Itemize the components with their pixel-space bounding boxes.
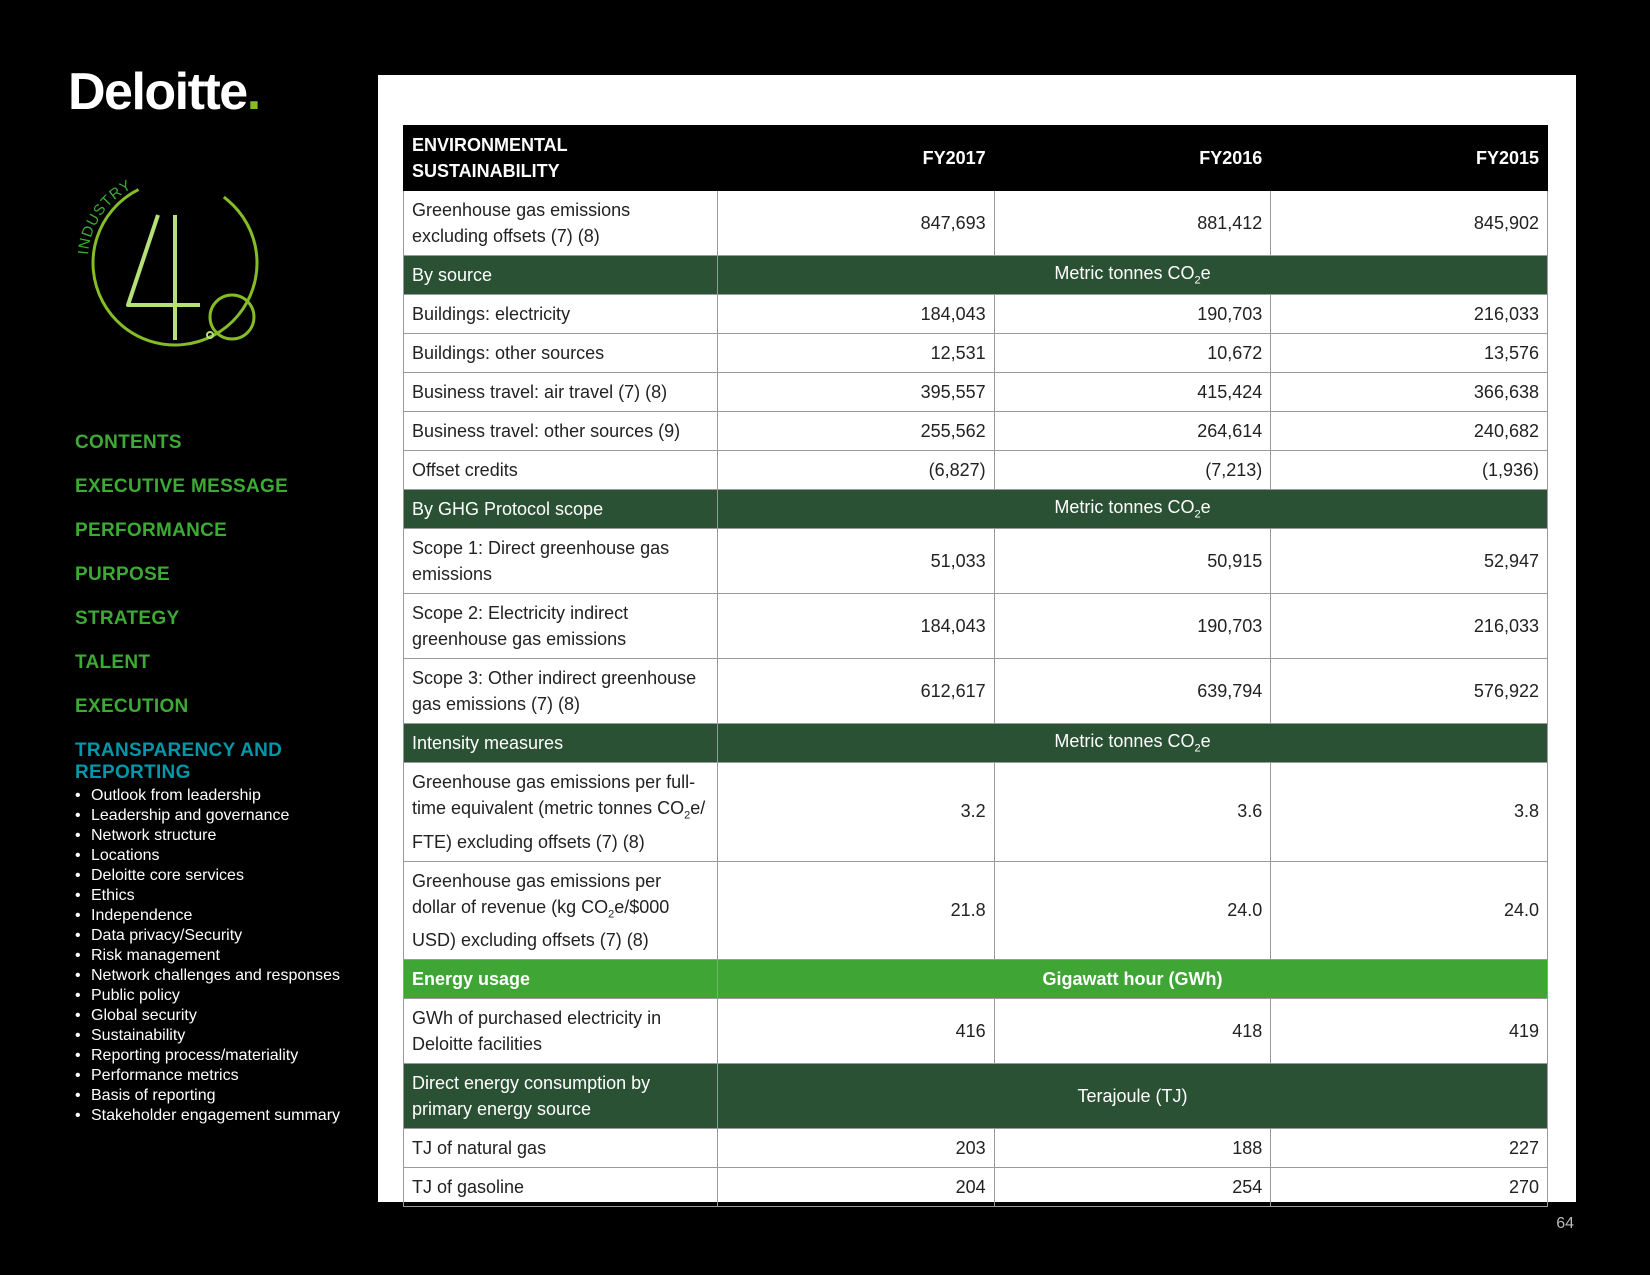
unit-label: Metric tonnes $CO_2e$: [718, 490, 1548, 529]
table-body: [404, 191, 1548, 1207]
value-cell: 13,576: [1271, 334, 1548, 373]
value-cell: 612,617: [718, 659, 995, 724]
value-cell: 24.0: [994, 861, 1271, 960]
value-cell: 184,043: [718, 594, 995, 659]
row-label: Scope 1: Direct greenhouse gas emissions: [404, 529, 718, 594]
table-row: [404, 999, 1548, 1064]
row-label: Business travel: air travel (7) (8): [404, 373, 718, 412]
nav-item-executive-message[interactable]: EXECUTIVE MESSAGE: [75, 476, 289, 497]
value-cell: 418: [994, 999, 1271, 1064]
nav-subitem[interactable]: • Global security: [75, 1006, 375, 1026]
sidebar-nav: [75, 432, 375, 1126]
section-label: By GHG Protocol scope: [404, 490, 718, 529]
value-cell: 366,638: [1271, 373, 1548, 412]
value-cell: 21.8: [718, 861, 995, 960]
nav-item-performance[interactable]: PERFORMANCE: [75, 520, 228, 541]
row-label: Business travel: other sources (9): [404, 412, 718, 451]
value-cell: 3.2: [718, 763, 995, 862]
nav-item-contents[interactable]: CONTENTS: [75, 432, 182, 453]
value-cell: (6,827): [718, 451, 995, 490]
value-cell: 216,033: [1271, 295, 1548, 334]
value-cell: 190,703: [994, 295, 1271, 334]
table-row: [404, 861, 1548, 960]
unit-label: Metric tonnes $CO_2e$: [718, 724, 1548, 763]
value-cell: 419: [1271, 999, 1548, 1064]
nav-subitem[interactable]: • Deloitte core services: [75, 866, 375, 886]
value-cell: 3.8: [1271, 763, 1548, 862]
nav-subitem[interactable]: • Risk management: [75, 946, 375, 966]
table-row: [404, 659, 1548, 724]
year-header: FY2017: [718, 126, 995, 191]
value-cell: 51,033: [718, 529, 995, 594]
section-header-row: [404, 960, 1548, 999]
value-cell: 845,902: [1271, 191, 1548, 256]
row-label: Scope 2: Electricity indirect greenhouse gas emissions: [404, 594, 718, 659]
unit-label: Terajoule (TJ): [718, 1064, 1548, 1129]
nav-sublist: [75, 786, 375, 1126]
value-cell: 52,947: [1271, 529, 1548, 594]
page-number: 64: [1556, 1215, 1574, 1232]
section-label: Direct energy consumption by primary energy source: [404, 1064, 718, 1129]
row-label: GWh of purchased electricity in Deloitte facilities: [404, 999, 718, 1064]
value-cell: 255,562: [718, 412, 995, 451]
nav-item-talent[interactable]: TALENT: [75, 652, 151, 673]
nav-item-execution[interactable]: EXECUTION: [75, 696, 189, 717]
nav-subitem[interactable]: • Public policy: [75, 986, 375, 1006]
row-label: Greenhouse gas emissions excluding offsets (7) (8): [404, 191, 718, 256]
table-row: [404, 191, 1548, 256]
value-cell: 216,033: [1271, 594, 1548, 659]
unit-label: Gigawatt hour (GWh): [718, 960, 1548, 999]
value-cell: 184,043: [718, 295, 995, 334]
table-row: [404, 594, 1548, 659]
table-row: [404, 412, 1548, 451]
year-header: FY2016: [994, 126, 1271, 191]
nav-subitem[interactable]: • Outlook from leadership: [75, 786, 375, 806]
value-cell: (1,936): [1271, 451, 1548, 490]
nav-subitem[interactable]: • Network structure: [75, 826, 375, 846]
row-label: Buildings: electricity: [404, 295, 718, 334]
nav-subitem[interactable]: • Reporting process/materiality: [75, 1046, 375, 1066]
table-header-row: [404, 126, 1548, 191]
nav-subitem[interactable]: • Network challenges and responses: [75, 966, 375, 986]
value-cell: 227: [1271, 1129, 1548, 1168]
section-label: Energy usage: [404, 960, 718, 999]
value-cell: 240,682: [1271, 412, 1548, 451]
row-label: Scope 3: Other indirect greenhouse gas emissions (7) (8): [404, 659, 718, 724]
year-header: FY2015: [1271, 126, 1548, 191]
table-row: [404, 763, 1548, 862]
content-panel: [378, 75, 1576, 1202]
nav-item-transparency-reporting[interactable]: TRANSPARENCY AND REPORTING: [75, 740, 283, 783]
section-label: Intensity measures: [404, 724, 718, 763]
table-row: [404, 295, 1548, 334]
value-cell: 24.0: [1271, 861, 1548, 960]
value-cell: 415,424: [994, 373, 1271, 412]
nav-item-purpose[interactable]: PURPOSE: [75, 564, 171, 585]
row-label: Buildings: other sources: [404, 334, 718, 373]
nav-subitem[interactable]: • Performance metrics: [75, 1066, 375, 1086]
nav-item-strategy[interactable]: STRATEGY: [75, 608, 180, 629]
unit-label: Metric tonnes $CO_2e$: [718, 256, 1548, 295]
value-cell: 12,531: [718, 334, 995, 373]
value-cell: 881,412: [994, 191, 1271, 256]
table-row: [404, 334, 1548, 373]
section-header-row: [404, 490, 1548, 529]
value-cell: 203: [718, 1129, 995, 1168]
table-row: [404, 451, 1548, 490]
value-cell: 188: [994, 1129, 1271, 1168]
value-cell: 264,614: [994, 412, 1271, 451]
section-label: By source: [404, 256, 718, 295]
svg-text:INDUSTRY: INDUSTRY: [75, 176, 135, 256]
row-label: Offset credits: [404, 451, 718, 490]
nav-subitem[interactable]: • Sustainability: [75, 1026, 375, 1046]
table-row: [404, 373, 1548, 412]
value-cell: 395,557: [718, 373, 995, 412]
nav-subitem[interactable]: • Locations: [75, 846, 375, 866]
row-label: Greenhouse gas emissions per full-time equivalent (metric tonnes $CO_2e/$ FTE) excluding offsets (7) (8): [404, 763, 718, 862]
value-cell: 270: [1271, 1168, 1548, 1207]
value-cell: 10,672: [994, 334, 1271, 373]
value-cell: 3.6: [994, 763, 1271, 862]
value-cell: 576,922: [1271, 659, 1548, 724]
section-header-row: [404, 256, 1548, 295]
value-cell: 204: [718, 1168, 995, 1207]
row-label: TJ of natural gas: [404, 1129, 718, 1168]
value-cell: 847,693: [718, 191, 995, 256]
row-label: Greenhouse gas emissions per dollar of revenue (kg $CO_2e/\$000$ USD) excluding offsets (7) (8): [404, 861, 718, 960]
table-row: [404, 1168, 1548, 1207]
value-cell: 416: [718, 999, 995, 1064]
value-cell: 190,703: [994, 594, 1271, 659]
nav-subitem[interactable]: • Data privacy/Security: [75, 926, 375, 946]
value-cell: 50,915: [994, 529, 1271, 594]
table-title: ENVIRONMENTAL SUSTAINABILITY: [404, 126, 718, 191]
environmental-sustainability-table: [403, 125, 1548, 1207]
nav-subitem[interactable]: • Stakeholder engagement summary: [75, 1106, 375, 1126]
industry-4-badge: [70, 175, 290, 375]
table-row: [404, 529, 1548, 594]
value-cell: 639,794: [994, 659, 1271, 724]
nav-subitem[interactable]: • Ethics: [75, 886, 375, 906]
deloitte-logo: Deloitte.: [68, 63, 260, 121]
section-header-row: [404, 1064, 1548, 1129]
nav-subitem[interactable]: • Independence: [75, 906, 375, 926]
value-cell: (7,213): [994, 451, 1271, 490]
nav-subitem[interactable]: • Leadership and governance: [75, 806, 375, 826]
table-row: [404, 1129, 1548, 1168]
section-header-row: [404, 724, 1548, 763]
row-label: TJ of gasoline: [404, 1168, 718, 1207]
nav-subitem[interactable]: • Basis of reporting: [75, 1086, 375, 1106]
value-cell: 254: [994, 1168, 1271, 1207]
